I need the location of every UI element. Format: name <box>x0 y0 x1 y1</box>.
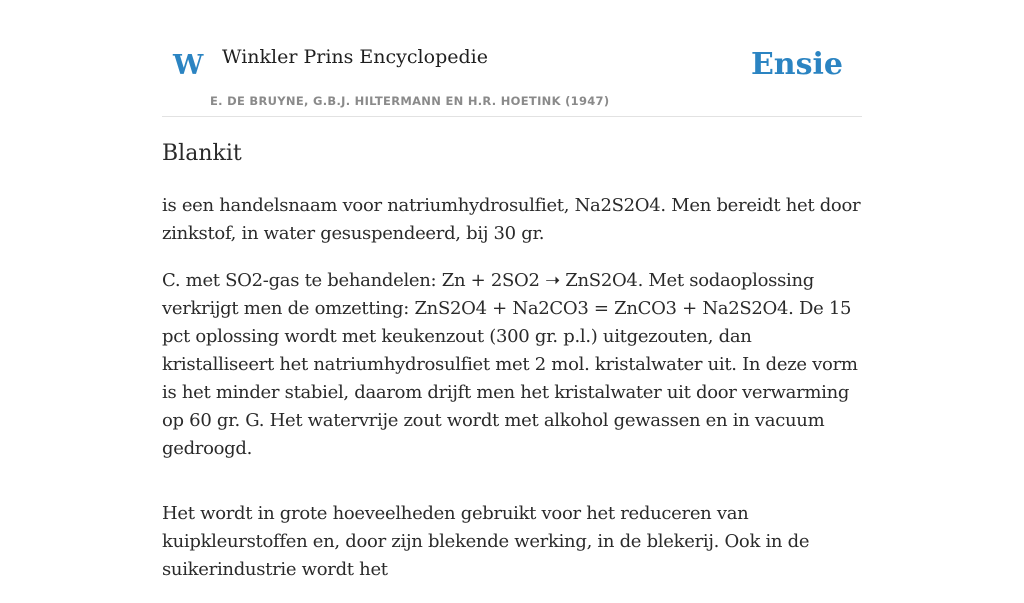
article <box>162 138 862 603</box>
winkler-prins-logo: W <box>173 50 204 81</box>
source-header <box>162 0 862 117</box>
article-paragraph: Het wordt in grote hoeveelheden gebruikt voor het reduceren van kuipkleurstoffen en, door zijn blekende werking, in de blekerij. Ook in de suikerindustrie wordt het <box>162 503 810 580</box>
article-paragraph: is een handelsnaam voor natriumhydrosulfiet, Na2S2O4. Men bereidt het door zinkstof, in water gesuspendeerd, bij 30 gr. <box>162 195 861 244</box>
ensie-logo-link[interactable]: Ensie <box>750 47 843 82</box>
source-authors: E. DE BRUYNE, G.B.J. HILTERMANN EN H.R. HOETINK (1947) <box>210 94 610 108</box>
article-paragraph: C. met SO2-gas te behandelen: Zn + 2SO2 ➝ ZnS2O4. Met sodaoplossing verkrijgt men de omzetting: ZnS2O4 + Na2CO3 = ZnCO3 + Na2S2O4. De 15 pct oplossing wordt met keukenzout (300 gr. p.l.) uitgezouten, dan kristalliseert het natriumhydrosulfiet met 2 mol. kristalwater uit. In deze vorm is het minder stabiel, daarom drijft men het kristalwater uit door verwarming op 60 gr. G. Het watervrije zout wordt met alkohol gewassen en in vacuum gedroogd. <box>162 270 858 459</box>
source-title[interactable]: Winkler Prins Encyclopedie <box>222 46 488 68</box>
article-title: Blankit <box>162 141 242 166</box>
